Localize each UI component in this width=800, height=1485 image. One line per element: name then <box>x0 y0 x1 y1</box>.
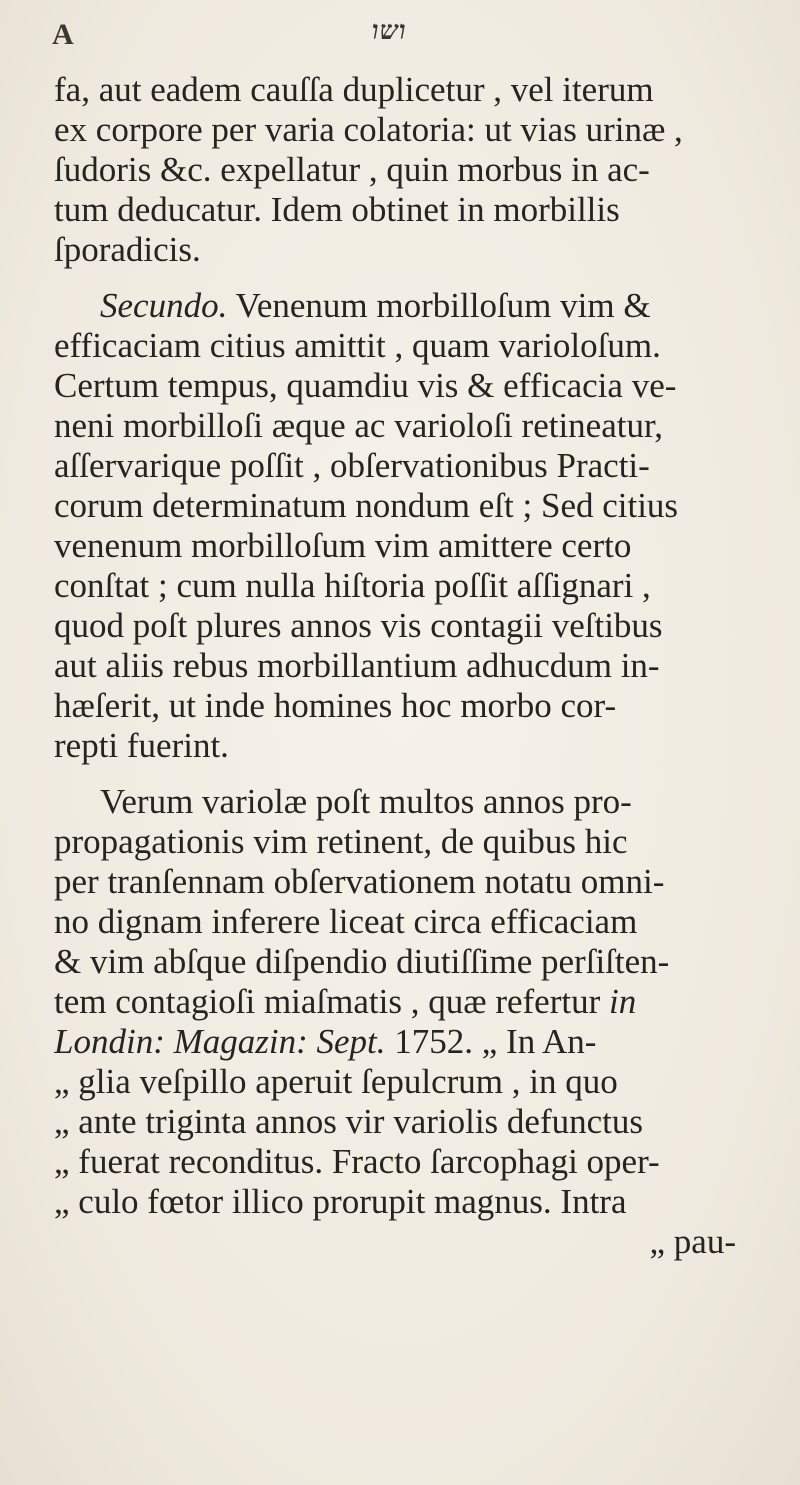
text-line: ſudoris &c. expellatur , quin morbus in ac- <box>54 150 650 189</box>
text-line: fa, aut eadem cauſſa duplicetur , vel iterum <box>54 70 654 109</box>
text-span: Venenum morbilloſum vim & <box>227 286 651 325</box>
page-header <box>52 10 752 60</box>
catchword: „ pau- <box>649 1222 736 1261</box>
text-line: aut aliis rebus morbillantium adhucdum in- <box>54 646 660 685</box>
text-line: & vim abſque diſpendio diutiſſime perſiſten- <box>54 942 670 981</box>
text-span: in <box>609 982 637 1021</box>
text-line <box>54 982 766 1022</box>
text-span: tem contagioſi miaſmatis , quæ refertur <box>54 982 601 1021</box>
text-line: ſporadicis. <box>54 230 201 269</box>
text-span: 1752. „ In An- <box>385 1022 597 1061</box>
text-line: propagationis vim retinent, de quibus hic <box>54 822 628 861</box>
text-line <box>54 286 766 326</box>
text-line: „ ante triginta annos vir variolis defunctus <box>54 1102 644 1141</box>
text-line: aſſervarique poſſit , obſervationibus Practi- <box>54 446 650 485</box>
text-line: hæſerit, ut inde homines hoc morbo cor- <box>54 686 617 725</box>
text-line: no dignam inferere liceat circa efficaciam <box>54 902 638 941</box>
text-line: Verum variolæ poſt multos annos pro- <box>100 782 632 821</box>
text-line: „ glia veſpillo aperuit ſepulcrum , in quo <box>54 1062 618 1101</box>
signature-mark: A <box>52 18 74 51</box>
text-line: Certum tempus, quamdiu vis & efficacia ve- <box>54 366 677 405</box>
text-line: quod poſt plures annos vis contagii veſtibus <box>54 606 663 645</box>
running-head: ושו <box>372 16 407 45</box>
text-line: „ culo fœtor illico prorupit magnus. Intra <box>54 1182 627 1221</box>
text-line: neni morbilloſi æque ac varioloſi retineatur, <box>54 406 663 445</box>
section-marker: Secundo. <box>100 286 228 325</box>
source-citation: Londin: Magazin: Sept. <box>54 1022 386 1061</box>
paragraph-2 <box>54 286 766 766</box>
text-line: repti fuerint. <box>54 726 229 765</box>
body-text <box>54 70 766 1262</box>
paragraph-3 <box>54 782 766 1262</box>
text-line: per tranſennam obſervationem notatu omni- <box>54 862 665 901</box>
text-line: „ fuerat reconditus. Fracto ſarcophagi oper- <box>54 1142 660 1181</box>
text-line <box>54 1022 766 1062</box>
paragraph-1 <box>54 70 766 270</box>
text-line: conſtat ; cum nulla hiſtoria poſſit aſſignari , <box>54 566 651 605</box>
text-line: ex corpore per varia colatoria: ut vias urinæ , <box>54 110 683 149</box>
text-line: venenum morbilloſum vim amittere certo <box>54 526 632 565</box>
text-line: tum deducatur. Idem obtinet in morbillis <box>54 190 620 229</box>
text-line: corum determinatum nondum eſt ; Sed citius <box>54 486 679 525</box>
text-line: efficaciam citius amittit , quam varioloſum. <box>54 326 661 365</box>
